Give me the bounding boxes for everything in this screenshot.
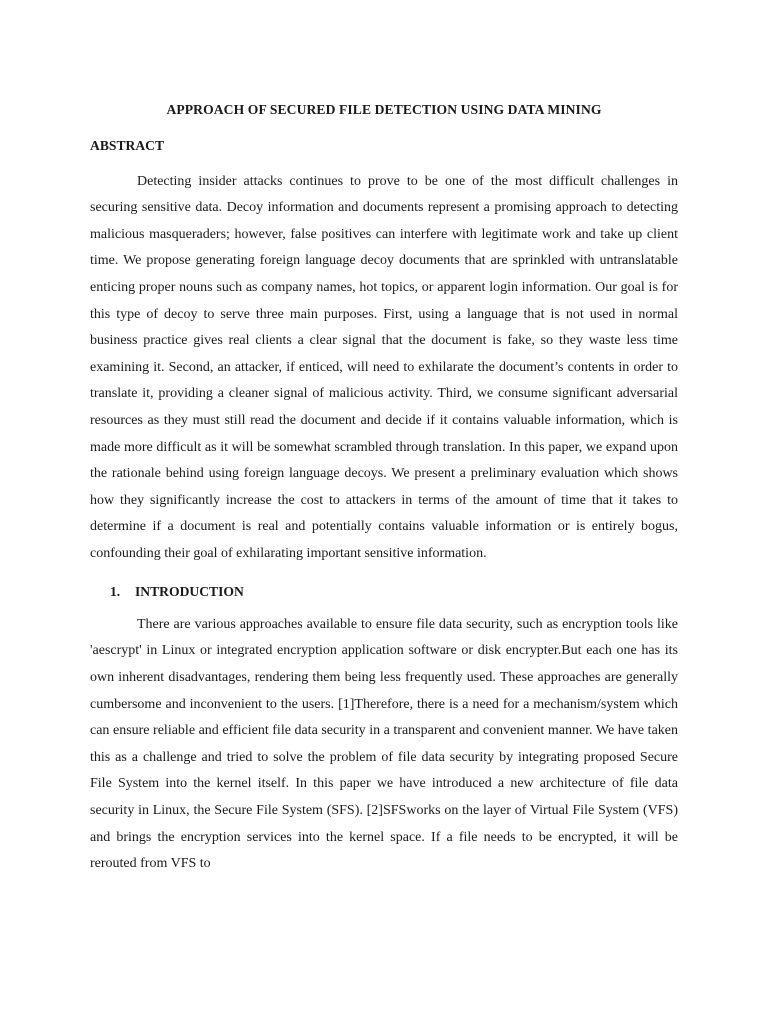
abstract-paragraph: Detecting insider attacks continues to prove to be one of the most difficult challenges in securing sensitive data. Decoy information and documents represent a promising approach to detecting malicious masqueraders; however, false positives can interfere with legitimate work and take up client time. We propose generating foreign language decoy documents that are sprinkled with untranslatable enticing proper nouns such as company names, hot topics, or apparent login information. Our goal is for this type of decoy to serve three main purposes. First, using a language that is not used in normal business practice gives real clients a clear signal that the document is fake, so they waste less time examining it. Second, an attacker, if enticed, will need to exhilarate the document’s contents in order to translate it, providing a cleaner signal of malicious activity. Third, we consume significant adversarial resources as they must still read the document and decide if it contains valuable information, which is made more difficult as it will be somewhat scrambled through translation. In this paper, we expand upon the rationale behind using foreign language decoys. We present a preliminary evaluation which shows how they significantly increase the cost to attackers in terms of the amount of time that it takes to determine if a document is real and potentially contains valuable information or is entirely bogus, confounding their goal of exhilarating important sensitive information. (90, 173, 678, 561)
abstract-heading: ABSTRACT (90, 138, 165, 154)
paper-title: APPROACH OF SECURED FILE DETECTION USING DATA MINING (166, 102, 602, 117)
introduction-heading-label: INTRODUCTION (135, 583, 244, 599)
introduction-paragraph: There are various approaches available to ensure file data security, such as encryption tools like 'aescrypt' in Linux or integrated encryption application software or disk encrypter.But each one has its own inherent disadvantages, rendering them being less frequently used. These approaches are generally cumbersome and inconvenient to the users. [1]Therefore, there is a need for a mechanism/system which can ensure reliable and efficient file data security in a transparent and convenient manner. We have taken this as a challenge and tried to solve the problem of file data security by integrating proposed Secure File System into the kernel itself. In this paper we have introduced a new architecture of file data security in Linux, the Secure File System (SFS). [2]SFSworks on the layer of Virtual File System (VFS) and brings the encryption services into the kernel space. If a file needs to be encrypted, it will be rerouted from VFS to (90, 616, 678, 872)
section-number: 1. (110, 583, 121, 599)
introduction-heading (90, 584, 678, 600)
document-page (90, 102, 678, 878)
